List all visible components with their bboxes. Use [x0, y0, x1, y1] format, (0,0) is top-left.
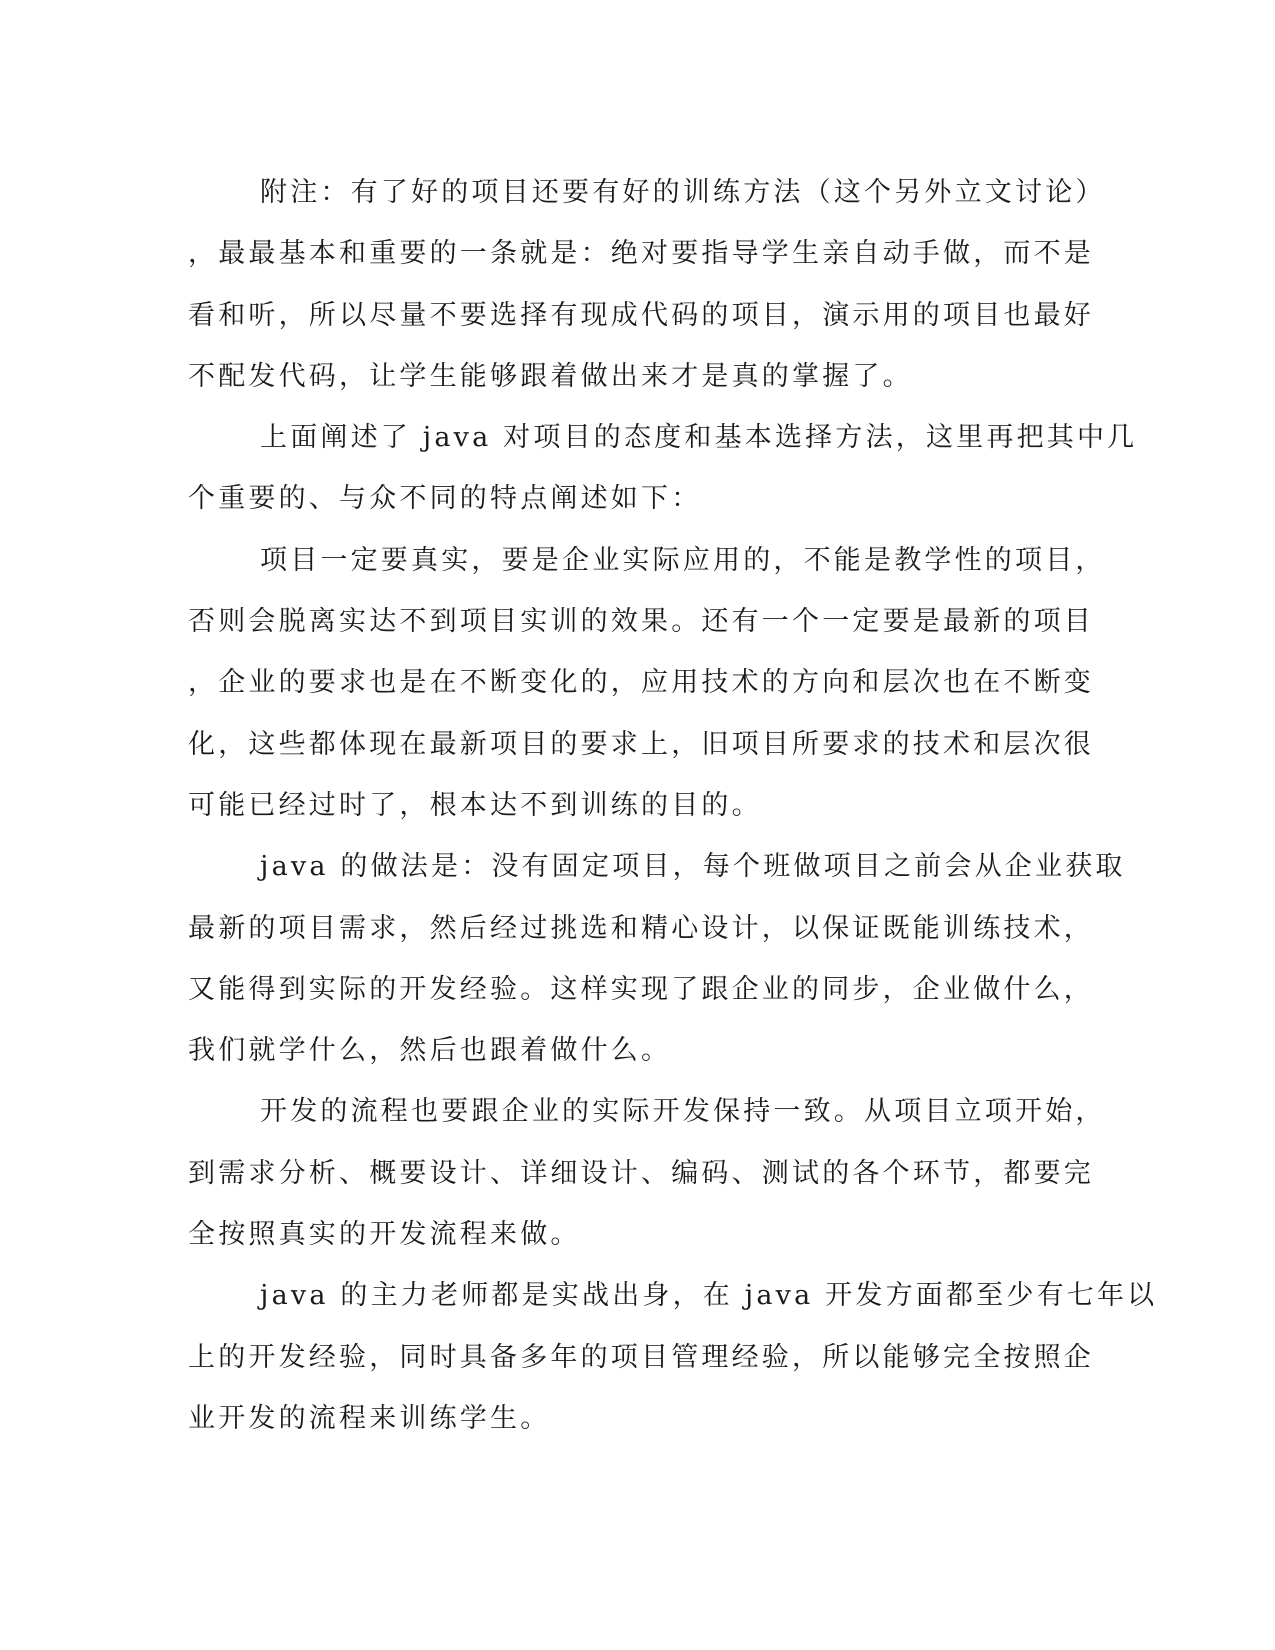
text-line: 全按照真实的开发流程来做。 [188, 1219, 581, 1251]
text-line: java 的做法是：没有固定项目，每个班做项目之前会从企业获取 [260, 851, 1126, 883]
text-line: 化，这些都体现在最新项目的要求上，旧项目所要求的技术和层次很 [188, 728, 1094, 760]
text-line: 我们就学什么，然后也跟着做什么。 [188, 1035, 672, 1067]
paragraph-real-projects [188, 530, 1106, 836]
document-body [188, 162, 1158, 1449]
text-line: 可能已经过时了，根本达不到训练的目的。 [188, 789, 762, 821]
text-line: 项目一定要真实，要是企业实际应用的，不能是教学性的项目， [260, 544, 1106, 576]
text-line: 业开发的流程来训练学生。 [188, 1402, 551, 1434]
text-line: 到需求分析、概要设计、详细设计、编码、测试的各个环节，都要完 [188, 1157, 1094, 1189]
paragraph-process [188, 1081, 1106, 1265]
text-line: 上的开发经验，同时具备多年的项目管理经验，所以能够完全按照企 [188, 1341, 1094, 1373]
paragraph-approach [188, 836, 1126, 1081]
text-line: 又能得到实际的开发经验。这样实现了跟企业的同步，企业做什么， [188, 973, 1094, 1005]
text-line: 附注：有了好的项目还要有好的训练方法（这个另外立文讨论） [260, 177, 1106, 208]
text-line: 否则会脱离实达不到项目实训的效果。还有一个一定要是最新的项目 [188, 606, 1094, 638]
text-line: 看和听，所以尽量不要选择有现成代码的项目，演示用的项目也最好 [188, 299, 1094, 331]
paragraph-teachers [188, 1265, 1158, 1449]
text-line: 上面阐述了 java 对项目的态度和基本选择方法，这里再把其中几 [260, 422, 1138, 454]
text-line: 最新的项目需求，然后经过挑选和精心设计，以保证既能训练技术， [188, 912, 1094, 944]
paragraph-intro [188, 407, 1138, 530]
text-line: 不配发代码，让学生能够跟着做出来才是真的掌握了。 [188, 360, 913, 392]
text-line: 个重要的、与众不同的特点阐述如下： [188, 483, 702, 515]
text-line: 开发的流程也要跟企业的实际开发保持一致。从项目立项开始， [260, 1096, 1106, 1128]
text-line: ，最最基本和重要的一条就是：绝对要指导学生亲自动手做，而不是 [188, 238, 1094, 270]
text-line: java 的主力老师都是实战出身，在 java 开发方面都至少有七年以 [260, 1280, 1158, 1312]
paragraph-note [188, 162, 1106, 407]
text-line: ，企业的要求也是在不断变化的，应用技术的方向和层次也在不断变 [188, 667, 1094, 699]
